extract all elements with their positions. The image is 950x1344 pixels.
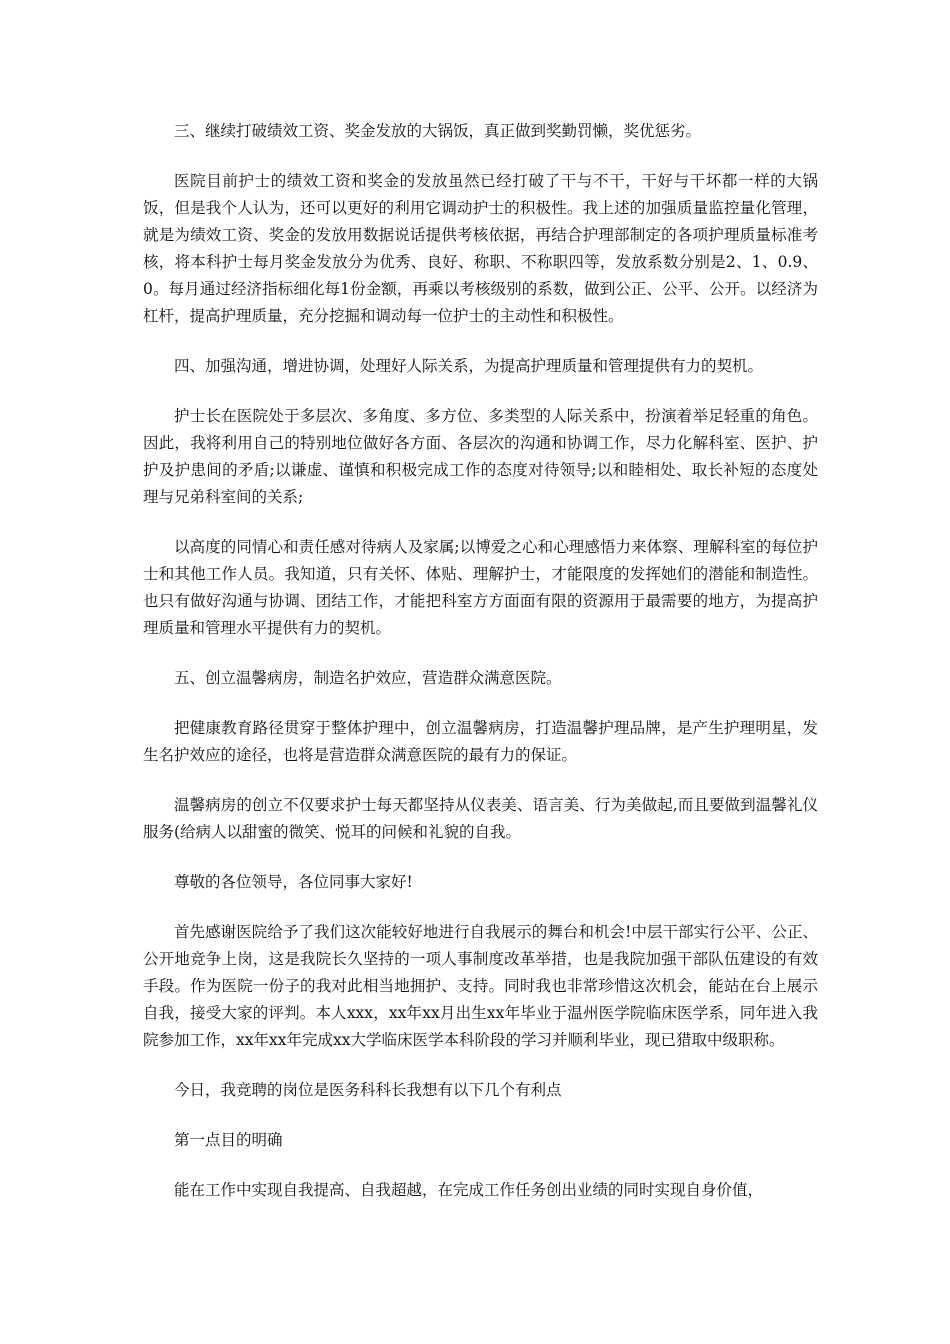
body-paragraph: 能在工作中实现自我提高、自我超越，在完成工作任务创出业绩的同时实现自身价值， xyxy=(174,1181,764,1199)
body-paragraph: 首先感谢医院给予了我们这次能较好地进行自我展示的舞台和机会!中层干部实行公平、公正、公开地竞争上岗，这是我院长久坚持的一项人事制度改革举措，也是我院加强干部队伍建设的有效手段。作为医院一份子的我对此相当地拥护、支持。同时我也非常珍惜这次机会，能站在台上展示自我，接受大家的评判。本人xxx，xx年xx月出生xx年毕业于温州医学院临床医学系，同年进入我院参加工作，xx年xx年完成xx大学临床医学本科阶段的学习并顺利毕业，现已猎取中级职称。 xyxy=(143,923,818,1049)
section-heading-three: 三、继续打破绩效工资、奖金发放的大锅饭，真正做到奖勤罚懒，奖优惩劣。 xyxy=(174,122,702,140)
body-paragraph: 今日，我竞聘的岗位是医务科科长我想有以下几个有利点 xyxy=(174,1081,562,1099)
document-body xyxy=(143,118,818,1204)
section-heading-five: 五、创立温馨病房，制造名护效应，营造群众满意医院。 xyxy=(174,669,562,687)
point-heading: 第一点目的明确 xyxy=(174,1131,283,1149)
section-heading-four: 四、加强沟通，增进协调，处理好人际关系，为提高护理质量和管理提供有力的契机。 xyxy=(174,357,764,375)
body-paragraph: 护士长在医院处于多层次、多角度、多方位、多类型的人际关系中，扮演着举足轻重的角色。因此，我将利用自己的特别地位做好各方面、各层次的沟通和协调工作，尽力化解科室、医护、护护及护患间的矛盾;以谦虚、谨慎和积极完成工作的态度对待领导;以和睦相处、取长补短的态度处理与兄弟科室间的关系; xyxy=(143,407,818,506)
body-paragraph: 温馨病房的创立不仅要求护士每天都坚持从仪表美、语言美、行为美做起,而且要做到温馨礼仪服务(给病人以甜蜜的微笑、悦耳的问候和礼貌的自我。 xyxy=(143,796,818,841)
greeting-line: 尊敬的各位领导，各位同事大家好! xyxy=(174,873,413,891)
body-paragraph: 以高度的同情心和责任感对待病人及家属;以博爱之心和心理感悟力来体察、理解科室的每位护士和其他工作人员。我知道，只有关怀、体贴、理解护士，才能限度的发挥她们的潜能和制造性。也只有做好沟通与协调、团结工作，才能把科室方方面面有限的资源用于最需要的地方，为提高护理质量和管理水平提供有力的契机。 xyxy=(143,538,818,637)
body-paragraph: 医院目前护士的绩效工资和奖金的发放虽然已经打破了干与不干，干好与干坏都一样的大锅饭，但是我个人认为，还可以更好的利用它调动护士的积极性。我上述的加强质量监控量化管理，就是为绩效工资、奖金的发放用数据说话提供考核依据，再结合护理部制定的各项护理质量标准考核，将本科护士每月奖金发放分为优秀、良好、称职、不称职四等，发放系数分别是2、1、0.9、0。每月通过经济指标细化每1份金额，再乘以考核级别的系数，做到公正、公平、公开。以经济为杠杆，提高护理质量，充分挖掘和调动每一位护士的主动性和积极性。 xyxy=(143,172,818,325)
body-paragraph: 把健康教育路径贯穿于整体护理中，创立温馨病房，打造温馨护理品牌，是产生护理明星，发生名护效应的途径，也将是营造群众满意医院的最有力的保证。 xyxy=(143,719,818,764)
